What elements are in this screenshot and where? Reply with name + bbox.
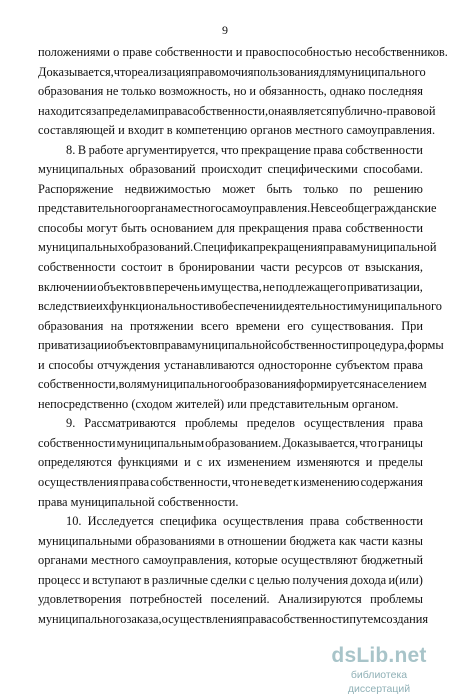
word: и (235, 45, 246, 59)
word: его (287, 318, 304, 333)
word: образованием. (205, 435, 282, 450)
word: муниципальных (38, 162, 124, 177)
word: собственности (271, 338, 350, 353)
word: только (121, 84, 157, 99)
word: приватизации (38, 338, 111, 353)
word: в (143, 572, 150, 587)
word: В (77, 142, 87, 157)
word: на (110, 318, 123, 333)
word: границы (377, 435, 423, 450)
text-line (38, 102, 436, 122)
word: что (220, 142, 239, 157)
word: однако (329, 84, 366, 99)
word: представительного (38, 201, 139, 216)
word: процесс (38, 572, 81, 587)
text-line (38, 434, 423, 454)
word: пределами (101, 103, 158, 118)
word: собственности (345, 514, 423, 529)
word: заказа, (126, 611, 162, 626)
word: образованиями (135, 533, 216, 548)
word: приватизации, (347, 279, 423, 294)
text-line (38, 453, 423, 473)
word: существования. (310, 318, 394, 333)
watermark-caption: библиотека диссертаций (347, 669, 411, 695)
word: о (113, 45, 123, 59)
word: имущества, (200, 279, 262, 294)
word: она (268, 103, 287, 118)
word: с (196, 455, 203, 470)
word: протяжении (129, 318, 194, 333)
word: публично-правовой (331, 103, 436, 118)
word: функциональности (108, 299, 210, 314)
word: времени (235, 318, 281, 333)
text-line (38, 199, 437, 219)
word: взыскания, (364, 260, 423, 275)
text-line (38, 414, 423, 434)
word: казны (391, 533, 423, 548)
word: к (293, 475, 300, 490)
word: бронировании (179, 260, 255, 275)
word: пределы (378, 455, 423, 470)
word: компетенцию (175, 123, 251, 138)
word: прекращения (238, 220, 309, 235)
word: которые (234, 553, 278, 568)
word: представительным (249, 396, 352, 411)
word: органом. (351, 396, 399, 411)
word: решению (373, 181, 423, 196)
word: части (260, 260, 290, 275)
word: или (227, 396, 250, 411)
word: изменяются (296, 455, 360, 470)
word: не (250, 475, 263, 490)
word: целью (256, 572, 291, 587)
word: и (38, 357, 45, 372)
word: деятельности (282, 299, 354, 314)
word: включении (38, 279, 97, 294)
word: всего (200, 318, 229, 333)
word: собственности (345, 220, 423, 235)
word: права (393, 416, 423, 431)
word: с (248, 572, 255, 587)
word: основанием (150, 220, 214, 235)
word: и(или) (388, 572, 423, 587)
word: и (184, 455, 191, 470)
word: образования (38, 318, 104, 333)
word: не (262, 279, 275, 294)
word: муниципальными (38, 533, 133, 548)
word: процедура, (349, 338, 408, 353)
text-line (38, 356, 423, 376)
word: муниципального (142, 377, 231, 392)
text-line (38, 610, 429, 630)
text-line (38, 297, 442, 317)
word: органов (250, 123, 295, 138)
text-line (38, 258, 423, 278)
word: находится (38, 103, 92, 118)
word: является (286, 103, 332, 118)
word: жителей) (175, 396, 228, 411)
word: Доказывается, (282, 435, 359, 450)
word: обязанность, (258, 84, 327, 99)
word: односторонне (258, 357, 332, 372)
word: и (82, 572, 90, 587)
word: права (38, 494, 71, 509)
word: перечень (152, 279, 200, 294)
word: но (233, 84, 247, 99)
word: специфика (159, 514, 217, 529)
word: муниципального (353, 299, 442, 314)
word: собственности, (38, 377, 119, 392)
word: различные (151, 572, 208, 587)
word: общегражданские (341, 201, 437, 216)
document-body (38, 43, 448, 629)
word: что (231, 475, 250, 490)
word: собственности, (150, 475, 231, 490)
word: права (309, 514, 340, 529)
word: изменению (300, 475, 360, 490)
text-line (38, 141, 423, 161)
word: изменением (227, 455, 291, 470)
word: права (322, 240, 353, 255)
word: Распоряжение (38, 181, 114, 196)
word: для (319, 64, 338, 79)
word: от (347, 260, 360, 275)
word: собственности (271, 611, 350, 626)
word: образований. (123, 240, 194, 255)
word: только (303, 181, 339, 196)
word: реализация (131, 64, 192, 79)
word: (сходом (131, 396, 176, 411)
word: самоуправления. (221, 201, 311, 216)
word: проблемы (184, 416, 238, 431)
word: недвижимостью (124, 181, 211, 196)
word: сделки (210, 572, 247, 587)
word: права (242, 611, 272, 626)
word: отчуждения (97, 357, 161, 372)
text-line (38, 395, 423, 415)
word: праве (122, 45, 156, 59)
word: аргументируется, (126, 142, 219, 157)
word: проблемы (370, 592, 423, 607)
word: и (365, 455, 373, 470)
word: собственности (38, 260, 116, 275)
word: прекращения (252, 240, 323, 255)
word: пользования (253, 64, 320, 79)
text-line (38, 590, 423, 610)
word: вступают (91, 572, 142, 587)
word: за (91, 103, 102, 118)
word: в (145, 279, 152, 294)
word: субъектом (335, 357, 390, 372)
word: их (96, 299, 109, 314)
word: муниципального (337, 64, 426, 79)
word: способами. (363, 162, 423, 177)
text-line (38, 532, 423, 552)
word: осуществления (161, 611, 243, 626)
text-line (38, 551, 423, 571)
text-line (38, 336, 444, 356)
word: содержания (360, 475, 423, 490)
word: правомочия (191, 64, 254, 79)
word: права (313, 142, 343, 157)
word: Не (310, 201, 325, 216)
word: быть (121, 220, 147, 235)
word: самоуправления, (142, 553, 232, 568)
word: собственности (38, 435, 116, 450)
text-line (38, 82, 423, 102)
word: поселений. (210, 592, 270, 607)
word: осуществления (222, 514, 304, 529)
word: создания (380, 611, 429, 626)
word: ресурсов (295, 260, 343, 275)
word: дохода (350, 572, 387, 587)
text-line (38, 375, 427, 395)
word: объектов (110, 338, 158, 353)
word: собственности. (157, 494, 239, 509)
word: путем (349, 611, 381, 626)
word: образований (129, 162, 196, 177)
word: происходит (201, 162, 263, 177)
word: местного (294, 123, 347, 138)
word: 9. (66, 416, 76, 431)
word: права (393, 357, 423, 372)
word: удовлетворения (38, 592, 122, 607)
word: бюджетный (360, 553, 423, 568)
text-line (38, 317, 423, 337)
text-line (38, 63, 426, 83)
word: и (118, 123, 128, 138)
word: При (401, 318, 423, 333)
word: в (167, 260, 174, 275)
text-line (38, 238, 437, 258)
word: самоуправления. (346, 123, 436, 138)
word: права (157, 338, 188, 353)
word: могут (86, 220, 118, 235)
text-line (38, 160, 423, 180)
word: формы (407, 338, 444, 353)
word: 8. (66, 142, 76, 157)
text-line (38, 121, 436, 141)
word: объектов (97, 279, 145, 294)
word: входит (127, 123, 167, 138)
text-line (38, 512, 423, 532)
word: правоспособностью (245, 45, 355, 59)
text-line (38, 571, 423, 591)
word: состоит (121, 260, 163, 275)
word: их (208, 455, 222, 470)
word: собственности (155, 45, 236, 59)
word: права (312, 220, 342, 235)
word: прекращение (241, 142, 311, 157)
word: местного (173, 201, 222, 216)
word: вследствие (38, 299, 96, 314)
word: части (359, 533, 389, 548)
word: ведет (263, 475, 293, 490)
word: в (209, 299, 216, 314)
word: права (157, 103, 188, 118)
word: возможность, (158, 84, 231, 99)
word: Исследуется (87, 514, 154, 529)
word: потребностей (129, 592, 203, 607)
word: Специфика (193, 240, 253, 255)
page-number: 9 (222, 23, 228, 37)
word: работе (88, 142, 124, 157)
word: отношении (227, 533, 287, 548)
text-line (38, 278, 423, 298)
word: подлежащего (275, 279, 347, 294)
word: бюджета (289, 533, 336, 548)
word: функциями (117, 455, 178, 470)
text-line (38, 219, 423, 239)
word: что (113, 64, 132, 79)
word: образования (230, 377, 297, 392)
word: населением (365, 377, 427, 392)
word: для (216, 220, 235, 235)
word: Доказывается, (38, 64, 114, 79)
word: что (359, 435, 377, 450)
word: как (338, 533, 357, 548)
word: осуществляют (281, 553, 358, 568)
word: органа (138, 201, 174, 216)
word: обеспечении (215, 299, 283, 314)
word: положениями (38, 45, 114, 59)
word: муниципальных (38, 240, 124, 255)
word: несобственников. (354, 45, 448, 59)
word: органами (38, 553, 88, 568)
watermark-logo: dsLib.net (331, 644, 427, 667)
word: быть (266, 181, 293, 196)
word: способы (38, 220, 83, 235)
word: в (166, 123, 176, 138)
word: собственности (345, 142, 423, 157)
word: образования (38, 84, 104, 99)
word: Рассматриваются (84, 416, 176, 431)
word: может (222, 181, 256, 196)
word: 10. (66, 514, 82, 529)
word: и (249, 84, 257, 99)
word: последняя (368, 84, 423, 99)
word: не (106, 84, 119, 99)
text-line (38, 180, 423, 200)
word: собственности, (187, 103, 269, 118)
word: Анализируются (278, 592, 362, 607)
word: права (119, 475, 150, 490)
text-line (38, 43, 448, 63)
word: непосредственно (38, 396, 132, 411)
word: в (218, 533, 225, 548)
word: все (324, 201, 342, 216)
word: формируется (296, 377, 366, 392)
word: муниципальной (187, 338, 272, 353)
word: по (349, 181, 363, 196)
word: муниципальной (352, 240, 437, 255)
word: специфическими (267, 162, 358, 177)
word: составляющей (38, 123, 119, 138)
text-line (38, 493, 423, 513)
word: устанавливаются (164, 357, 255, 372)
word: пределов (246, 416, 295, 431)
text-line (38, 473, 423, 493)
word: осуществления (303, 416, 385, 431)
word: способы (48, 357, 94, 372)
word: воля (118, 377, 143, 392)
word: местного (90, 553, 140, 568)
word: определяются (38, 455, 112, 470)
word: муниципального (38, 611, 127, 626)
watermark (321, 644, 437, 695)
word: получения (292, 572, 349, 587)
word: муниципальным (116, 435, 205, 450)
word: муниципальной (70, 494, 158, 509)
word: осуществления (38, 475, 119, 490)
